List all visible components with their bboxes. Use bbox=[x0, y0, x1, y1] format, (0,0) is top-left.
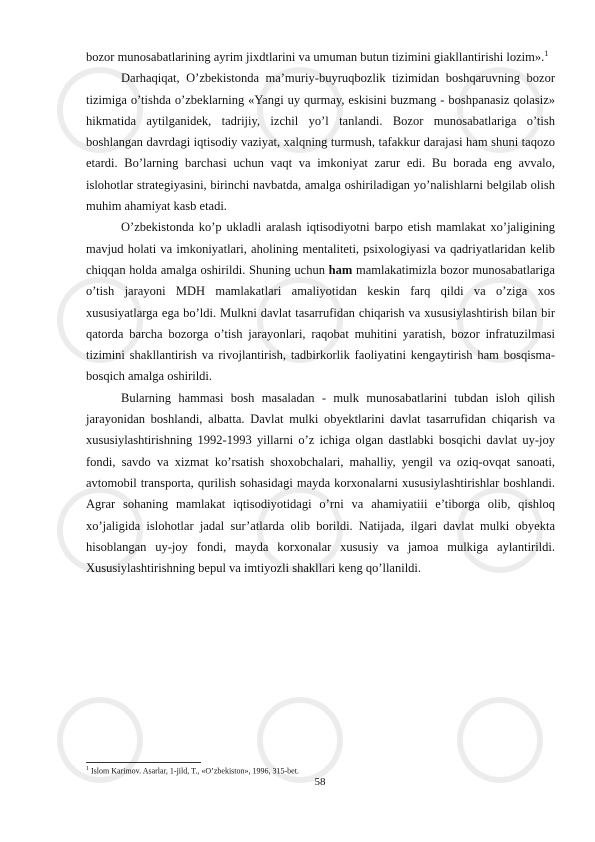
body-text bbox=[86, 47, 555, 579]
footnote-separator bbox=[86, 762, 201, 763]
footnote-reference[interactable]: 1 bbox=[544, 48, 549, 58]
page-number: 58 bbox=[314, 776, 326, 788]
paragraph-text: bozor munosabatlarining ayrim jixdtlarini va umuman butun tizimini giakllantirishi lozim». bbox=[86, 50, 545, 64]
bold-word: ham bbox=[328, 262, 353, 277]
paragraph bbox=[86, 217, 555, 387]
footnote bbox=[86, 764, 555, 777]
footnote-mark: 1 bbox=[86, 766, 89, 772]
paragraph-text: O’zbekistonda ko’p ukladli aralash iqtisodiyotni barpo etish mamlakat xo’jaligining mavjud holati va imkoniyatlari, aholining mentaliteti, psixologiyasi va qadriyatlaridan kelib chiqqan holda amalga oshirildi. Shuning uchun bbox=[86, 220, 555, 277]
footnote-text: Islom Karimov. Asarlar, 1-jild, T., «O’zbekiston», 1996, 315-bet. bbox=[89, 766, 299, 776]
paragraph-continuation bbox=[86, 47, 555, 68]
paragraph-text: mamlakatimizla bozor munosabatlariga o’tish jarayoni MDH mamlakatlari amaliyotidan keskin farq qildi va o’ziga xos xususiyatlarga ega bo’ldi. Mulkni davlat tasarrufidan chiqarish va xususiylashtirish bilan bir qatorda barcha bozorga o’tish jarayonlari, raqobat muhitini yaratish, bozor infratuzilmasi tizimini shakllantirish va rivojlantirish, tadbirkorlik faoliyatini kengaytirish ham bosqisma-bosqich amalga oshirildi. bbox=[86, 262, 555, 384]
paragraph: Bularning hammasi bosh masaladan - mulk munosabatlarini tubdan isloh qilish jarayonidan boshlandi, albatta. Davlat mulki obyektlarini davlat tasarrufidan chiqarish va xususiylashtirishning 1992-1993 yillarni o’z ichiga olgan dastlabki bosqichi davlat uy-joy fondi, savdo va xizmat ko’rsatish shoxobchalari, mahalliy, yengil va oziq-ovqat sanoati, avtomobil transporta, qurilish sohasidagi mayda korxonalarni xususiylashtirishlar boshlandi. Agrar sohaning mamlakat iqtisodiyotidagi o’rni va ahamiyatiii e’tiborga olib, qishloq xo’jaligida islohotlar jadal sur’atlarda olib borildi. Natijada, ilgari davlat mulki obyekta hisoblangan uy-joy fondi, mayda korxonalar xususiy va jamoa mulkiga aylantirildi. Xususiylashtirishning bepul va imtiyozli shakllari keng qo’llanildi. bbox=[86, 390, 555, 576]
paragraph: Darhaqiqat, O’zbekistonda ma’muriy-buyruqbozlik tizimidan boshqaruvning bozor tizimiga o’tishda o’zbeklarning «Yangi uy qurmay, eskisini buzmang - boshpanasiz qolasiz» hikmatida aytilganidek, tadrijiy, izchil yo’l tanlandi. Bozor munosabatlariga o’tish boshlangan davrdagi iqtisodiy vaziyat, xalqning turmush, tafakkur darajasi ham shuni taqozo etardi. Bo’larning barchasi uchun vaqt va imkoniyat zarur edi. Bu borada eng avvalo, islohotlar strategiyasini, birinchi navbatda, amalga oshiriladigan yo’nalishlarni belgilab olish muhim ahamiyat kasb etadi. bbox=[86, 71, 555, 214]
